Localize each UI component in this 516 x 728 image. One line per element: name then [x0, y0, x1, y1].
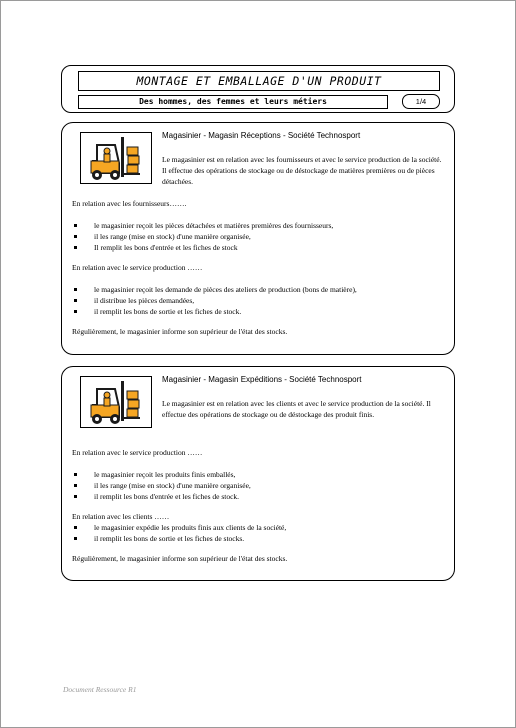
list-item: Il remplit les bons d'entrée et les fiches de stock	[72, 242, 446, 253]
closing-text: Régulièrement, le magasinier informe son supérieur de l'état des stocks.	[72, 327, 288, 336]
section-heading: En relation avec le service production ……	[72, 448, 203, 457]
list-item: il les range (mise en stock) d'une manière organisée,	[72, 480, 446, 491]
task-list	[72, 284, 446, 317]
section-heading: En relation avec le service production ……	[72, 263, 203, 272]
job-card-expeditions	[61, 366, 455, 581]
list-item: le magasinier reçoit les pièces détachées et matières premières des fournisseurs,	[72, 220, 446, 231]
document-title: MONTAGE ET EMBALLAGE D'UN PRODUIT	[78, 71, 440, 91]
forklift-icon	[80, 132, 152, 184]
list-item: le magasinier reçoit les produits finis emballés,	[72, 469, 446, 480]
job-details	[72, 198, 446, 337]
job-card-receptions	[61, 122, 455, 355]
page-number: 1/4	[402, 94, 440, 109]
task-list	[72, 220, 446, 253]
section-heading: En relation avec les fournisseurs…….	[72, 199, 187, 208]
job-intro: Le magasinier est en relation avec les clients et avec le service production de la société. Il effectue des opérations de stockage ou de déstockage des produit finis.	[162, 399, 431, 419]
list-item: il les range (mise en stock) d'une manière organisée,	[72, 231, 446, 242]
job-title: Magasinier - Magasin Expéditions - Société Technosport	[162, 375, 362, 384]
job-intro: Le magasinier est en relation avec les fournisseurs et avec le service production de la société. Il effectue des opérations de stockage ou de déstockage de matières premières ou de pièces détachées.	[162, 155, 442, 186]
list-item: le magasinier reçoit les demande de pièces des ateliers de production (bons de matière),	[72, 284, 446, 295]
document-subtitle: Des hommes, des femmes et leurs métiers	[78, 95, 388, 109]
list-item: il remplit les bons de sortie et les fiches de stock.	[72, 306, 446, 317]
closing-text: Régulièrement, le magasinier informe son supérieur de l'état des stocks.	[72, 554, 288, 563]
job-title: Magasinier - Magasin Réceptions - Société Technosport	[162, 131, 361, 140]
header-box	[61, 65, 455, 113]
task-list	[72, 522, 446, 544]
list-item: il remplit les bons de sortie et les fiches de stocks.	[72, 533, 446, 544]
list-item: il distribue les pièces demandées,	[72, 295, 446, 306]
list-item: il remplit les bons d'entrée et les fiches de stock.	[72, 491, 446, 502]
forklift-icon	[80, 376, 152, 428]
footer-text: Document Ressource R1	[63, 685, 137, 694]
list-item: le magasinier expédie les produits finis aux clients de la société,	[72, 522, 446, 533]
job-details	[72, 447, 446, 564]
task-list	[72, 469, 446, 502]
section-heading: En relation avec les clients ……	[72, 512, 170, 521]
